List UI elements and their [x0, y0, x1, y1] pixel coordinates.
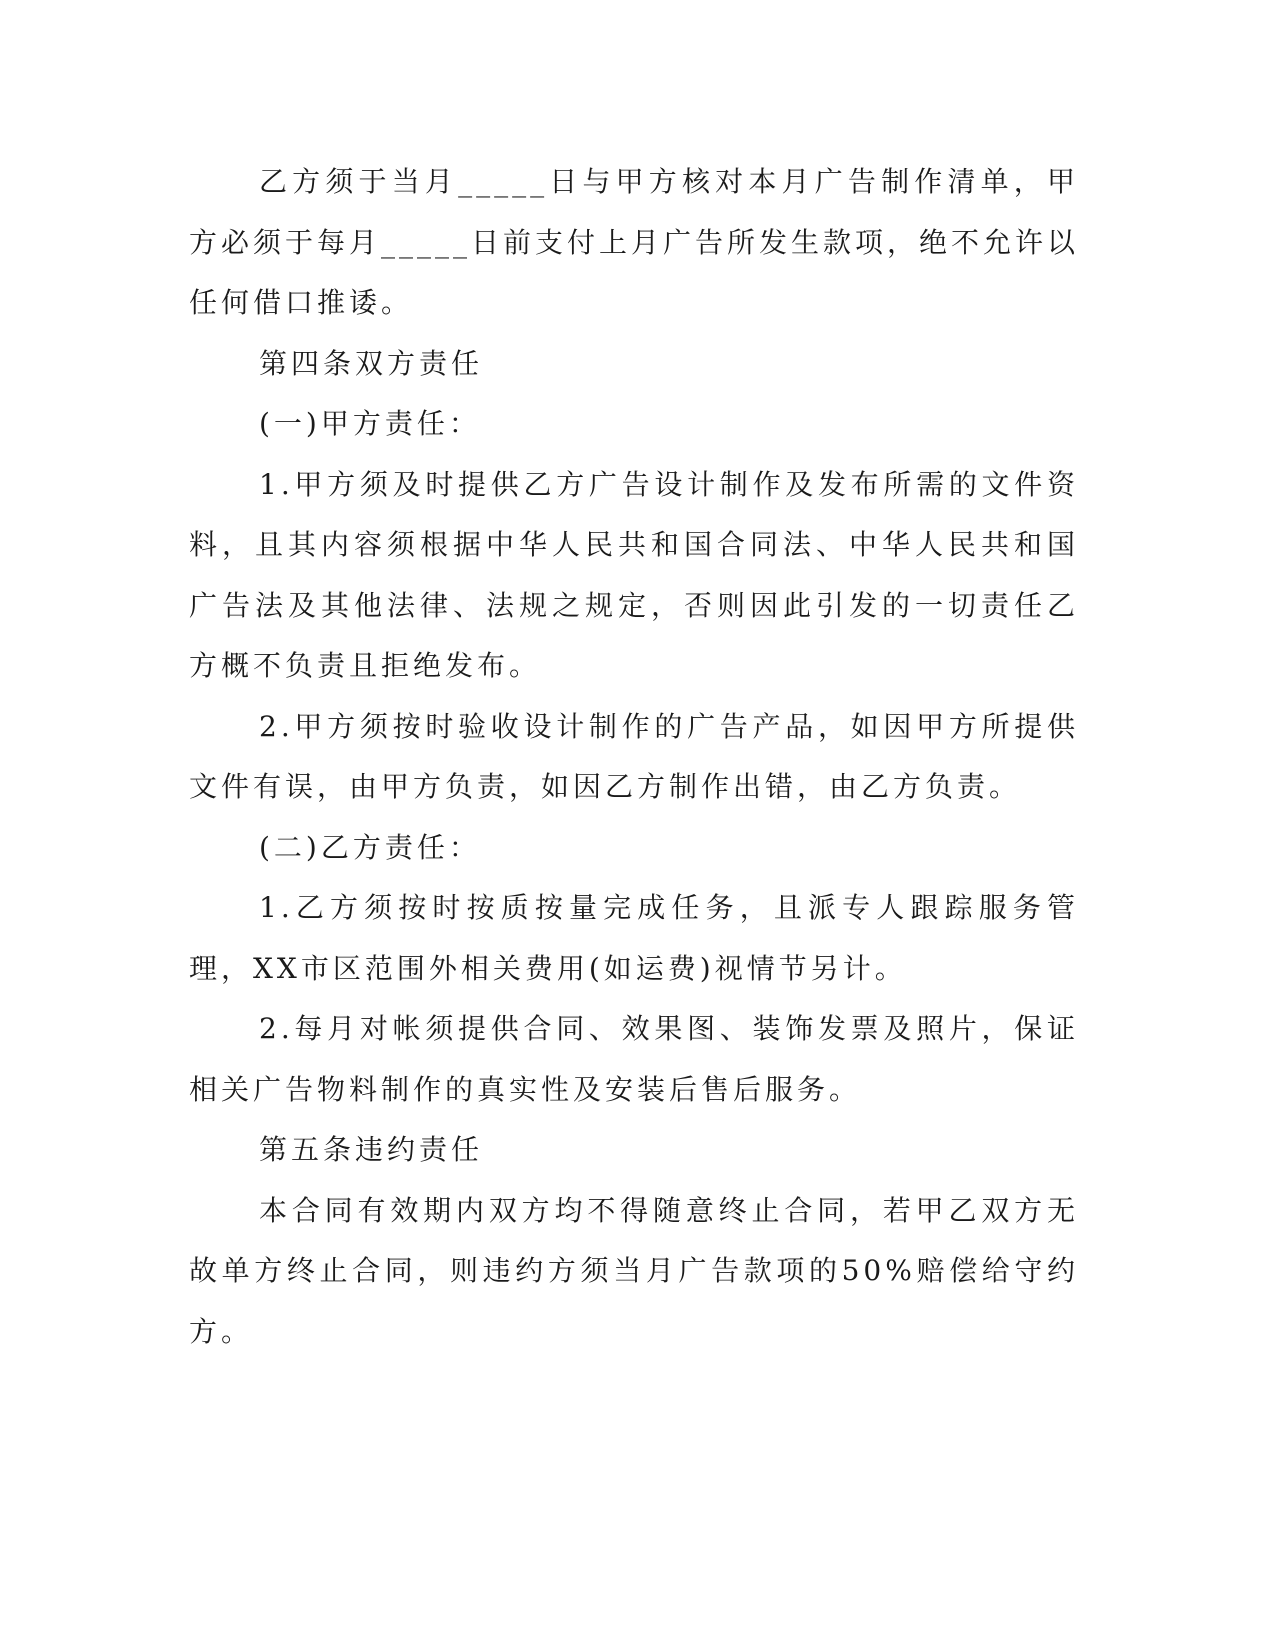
paragraph-party-b-1: 1.乙方须按时按质按量完成任务，且派专人跟踪服务管理，XX市区范围外相关费用(如运费)视情节另计。	[189, 891, 1079, 985]
paragraph-party-a-2: 2.甲方须按时验收设计制作的广告产品，如因甲方所提供文件有误，由甲方负责，如因乙方制作出错，由乙方负责。	[189, 709, 1079, 803]
paragraph-party-b-2: 2.每月对帐须提供合同、效果图、装饰发票及照片，保证相关广告物料制作的真实性及安装后售后服务。	[189, 1012, 1079, 1106]
paragraph-payment-terms: 乙方须于当月_____日与甲方核对本月广告制作清单，甲方必须于每月_____日前支付上月广告所发生款项，绝不允许以任何借口推诿。	[189, 165, 1080, 319]
subheading-party-a: (一)甲方责任：	[259, 407, 481, 440]
paragraph-party-a-1: 1.甲方须及时提供乙方广告设计制作及发布所需的文件资料，且其内容须根据中华人民共和国合同法、中华人民共和国广告法及其他法律、法规之规定，否则因此引发的一切责任乙方概不负责且拒绝发布。	[189, 467, 1079, 682]
paragraph-breach: 本合同有效期内双方均不得随意终止合同，若甲乙双方无故单方终止合同，则违约方须当月广告款项的50%赔偿给守约方。	[189, 1193, 1079, 1348]
heading-article-5: 第五条违约责任	[259, 1133, 484, 1166]
heading-article-4: 第四条双方责任	[259, 346, 484, 380]
document-body	[189, 152, 1079, 1362]
subheading-party-b: (二)乙方责任：	[259, 830, 481, 864]
